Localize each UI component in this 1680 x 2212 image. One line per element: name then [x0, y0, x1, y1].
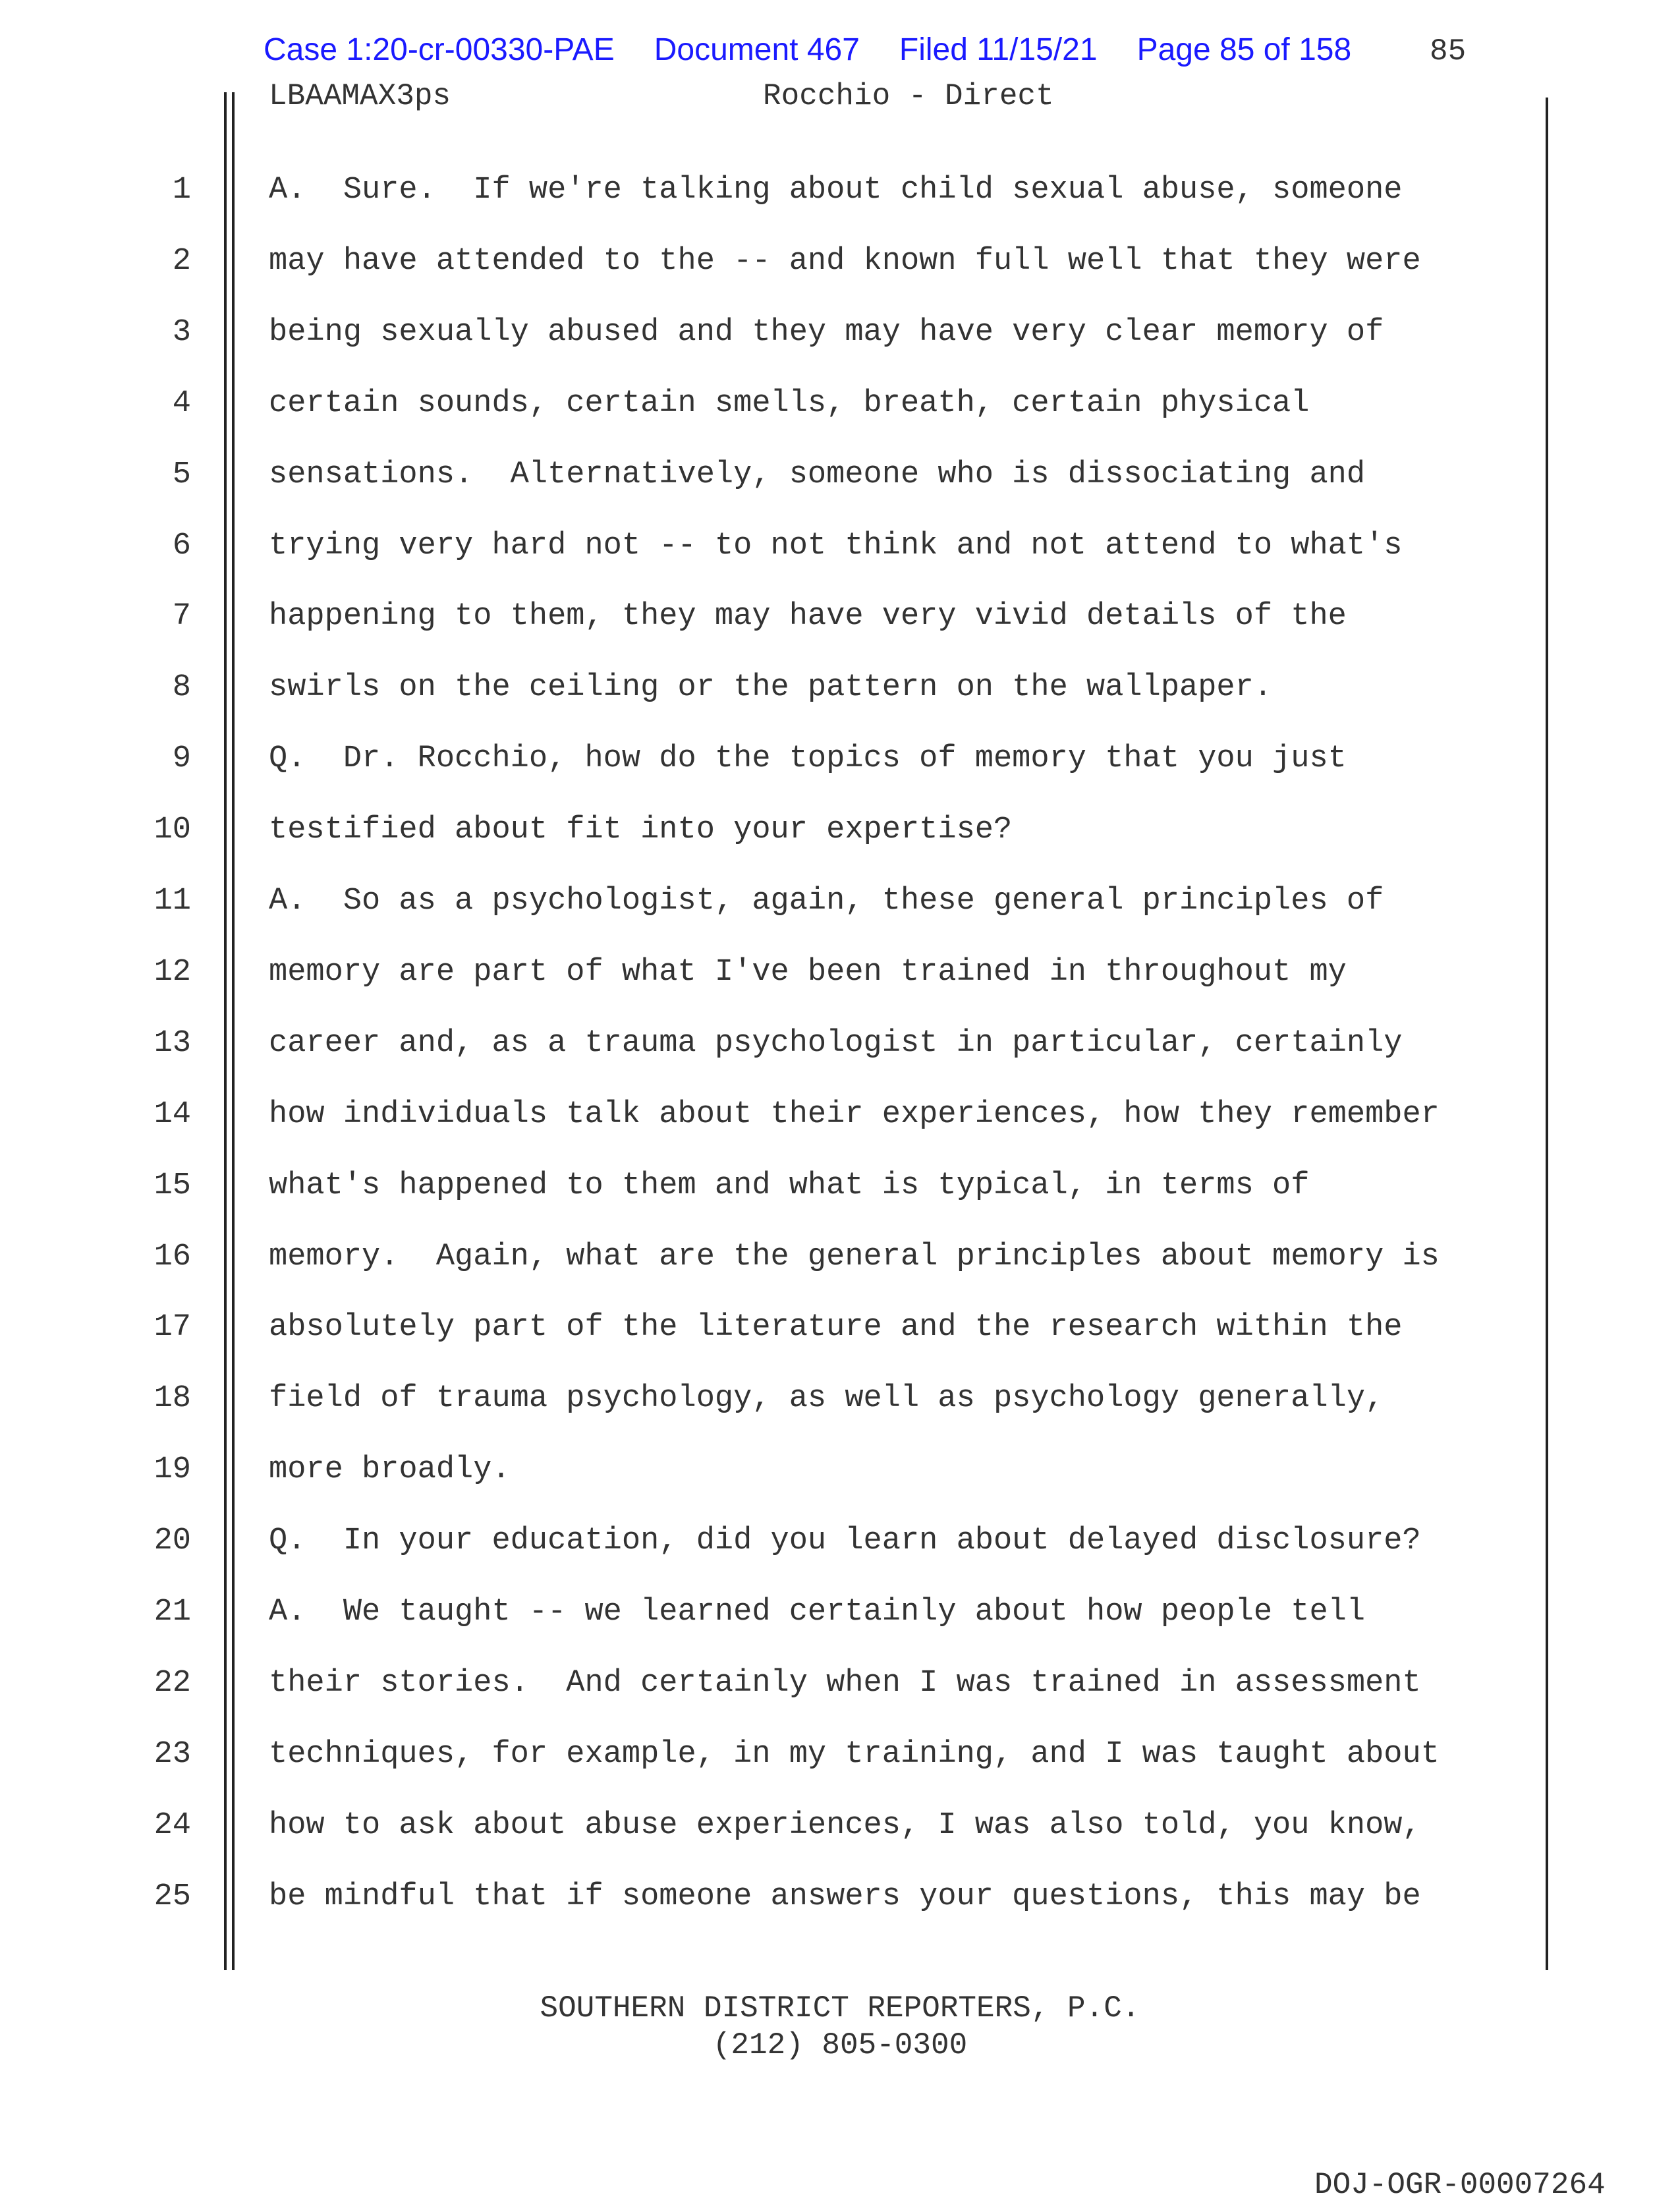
- line-text: Q. Dr. Rocchio, how do the topics of memory that you just: [269, 741, 1347, 777]
- line-number: 25: [154, 1879, 191, 1914]
- line-number: 22: [154, 1665, 191, 1701]
- transcript-line: [0, 1310, 1581, 1381]
- line-number: 5: [172, 457, 191, 492]
- transcript-line: [0, 1168, 1581, 1239]
- line-number: 16: [154, 1239, 191, 1274]
- transcript-line: [0, 1239, 1581, 1311]
- transcript-line: [0, 955, 1581, 1026]
- transcript-line: [0, 812, 1581, 884]
- line-number: 13: [154, 1025, 191, 1061]
- line-text: field of trauma psychology, as well as psychology generally,: [269, 1381, 1384, 1417]
- line-number: 10: [154, 812, 191, 848]
- line-number: 12: [154, 954, 191, 990]
- line-text: certain sounds, certain smells, breath, certain physical: [269, 385, 1310, 421]
- transcript-line: [0, 599, 1581, 670]
- line-number: 7: [172, 599, 191, 635]
- line-number: 18: [154, 1381, 191, 1417]
- line-number: 17: [154, 1310, 191, 1346]
- line-number: 24: [154, 1807, 191, 1843]
- line-text: their stories. And certainly when I was trained in assessment: [269, 1665, 1421, 1701]
- line-text: be mindful that if someone answers your questions, this may be: [269, 1879, 1421, 1914]
- line-text: A. We taught -- we learned certainly about how people tell: [269, 1595, 1366, 1630]
- transcript-line: [0, 1879, 1581, 1950]
- line-number: 4: [172, 385, 191, 421]
- line-text: swirls on the ceiling or the pattern on the wallpaper.: [269, 670, 1273, 706]
- line-text: testified about fit into your expertise?: [269, 812, 1013, 848]
- line-text: how to ask about abuse experiences, I was also told, you know,: [269, 1807, 1421, 1843]
- line-text: memory are part of what I've been trained in throughout my: [269, 954, 1347, 990]
- transcript-line: [0, 1737, 1581, 1808]
- transcript-line: [0, 457, 1581, 528]
- line-text: memory. Again, what are the general principles about memory is: [269, 1239, 1440, 1274]
- line-text: absolutely part of the literature and the research within the: [269, 1310, 1403, 1346]
- transcript-line: [0, 528, 1581, 600]
- line-text: more broadly.: [269, 1452, 511, 1488]
- line-text: sensations. Alternatively, someone who is dissociating and: [269, 457, 1366, 492]
- transcript-line: [0, 1452, 1581, 1523]
- line-text: trying very hard not -- to not think and not attend to what's: [269, 528, 1403, 563]
- line-text: may have attended to the -- and known full well that they were: [269, 243, 1421, 279]
- transcript-id: LBAAMAX3ps: [269, 79, 451, 113]
- transcript-line: [0, 1595, 1581, 1666]
- transcript-line: [0, 1097, 1581, 1168]
- case-number: Case 1:20-cr-00330-PAE: [264, 32, 615, 67]
- line-number: 3: [172, 314, 191, 350]
- transcript-line: [0, 741, 1581, 812]
- line-text: happening to them, they may have very vivid details of the: [269, 599, 1347, 635]
- page-of-total: Page 85 of 158: [1136, 32, 1352, 67]
- line-number: 6: [172, 528, 191, 563]
- line-text: career and, as a trauma psychologist in particular, certainly: [269, 1025, 1403, 1061]
- line-number: 9: [172, 741, 191, 777]
- line-number: 8: [172, 670, 191, 706]
- line-number: 14: [154, 1096, 191, 1132]
- filed-date: Filed 11/15/21: [899, 32, 1098, 67]
- transcript-line: [0, 1808, 1581, 1879]
- line-number: 21: [154, 1595, 191, 1630]
- transcript-line: [0, 670, 1581, 741]
- transcript-line: [0, 1026, 1581, 1097]
- transcript-line: [0, 1523, 1581, 1595]
- transcript-line: [0, 1666, 1581, 1737]
- line-text: what's happened to them and what is typical, in terms of: [269, 1168, 1310, 1203]
- line-text: Q. In your education, did you learn about delayed disclosure?: [269, 1523, 1421, 1559]
- transcript-line: [0, 315, 1581, 386]
- transcript-line: [0, 386, 1581, 457]
- line-number: 19: [154, 1452, 191, 1488]
- transcript-line: [0, 173, 1581, 244]
- line-text: A. So as a psychologist, again, these general principles of: [269, 884, 1384, 919]
- filing-header: [264, 32, 1351, 68]
- line-number: 15: [154, 1168, 191, 1203]
- document-number: Document 467: [654, 32, 860, 67]
- page-number: 85: [1430, 34, 1467, 69]
- reporter-name: SOUTHERN DISTRICT REPORTERS, P.C.: [540, 1991, 1140, 2026]
- bates-number: DOJ-OGR-00007264: [1314, 2168, 1606, 2202]
- transcript-line: [0, 884, 1581, 955]
- line-number: 1: [172, 173, 191, 208]
- line-text: A. Sure. If we're talking about child sexual abuse, someone: [269, 173, 1403, 208]
- line-text: techniques, for example, in my training, and I was taught about: [269, 1736, 1440, 1772]
- line-number: 11: [154, 884, 191, 919]
- examination-title: Rocchio - Direct: [763, 79, 1054, 113]
- line-number: 23: [154, 1736, 191, 1772]
- line-number: 20: [154, 1523, 191, 1559]
- line-number: 2: [172, 243, 191, 279]
- line-text: how individuals talk about their experiences, how they remember: [269, 1096, 1440, 1132]
- transcript-line: [0, 1381, 1581, 1452]
- line-text: being sexually abused and they may have very clear memory of: [269, 314, 1384, 350]
- reporter-phone: (212) 805-0300: [712, 2028, 968, 2062]
- transcript-line: [0, 244, 1581, 315]
